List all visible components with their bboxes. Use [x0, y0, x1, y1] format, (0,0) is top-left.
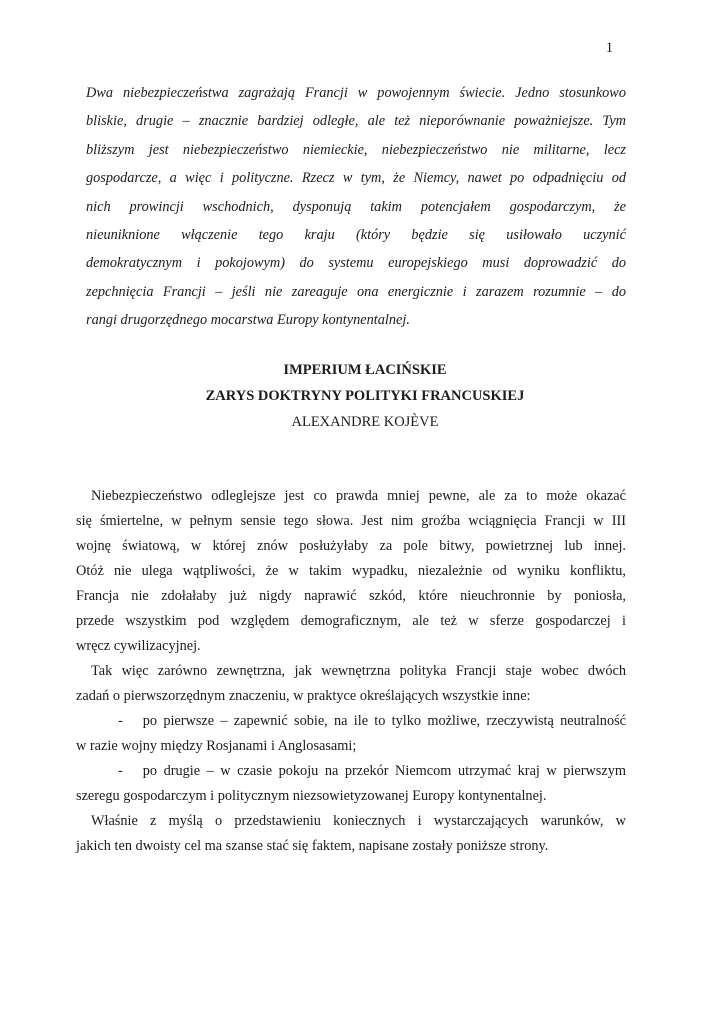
text-line: zepchnięcia Francji – jeśli nie zareaguje ona energicznie i zarazem rozumnie – do [86, 283, 626, 300]
epigraph-paragraph [86, 79, 626, 335]
text-line: szeregu gospodarczym i politycznym niezsowietyzowanej Europy kontynentalnej. [76, 787, 547, 804]
text-line: zadań o pierwszorzędnym znaczeniu, w praktyce określających wszystkie inne: [76, 687, 531, 704]
text-line: rangi drugorzędnego mocarstwa Europy kontynentalnej. [86, 312, 410, 329]
text-line: w razie wojny między Rosjanami i Anglosasami; [76, 737, 357, 754]
text-line: - po drugie – w czasie pokoju na przekór Niemcom utrzymać kraj w pierwszym [118, 762, 626, 779]
text-line: nieuniknione włączenie tego kraju (który będzie się usiłowało uczynić [86, 227, 626, 244]
text-line: gospodarcze, a więc i polityczne. Rzecz w tym, że Niemcy, nawet po odpadnięciu od [86, 170, 626, 187]
text-line: bliskie, drugie – znacznie bardziej odległe, ale też nieporównanie poważniejsze. Tym [86, 113, 626, 130]
page-content [76, 0, 626, 859]
list-item [76, 759, 626, 809]
document-author: ALEXANDRE KOJÈVE [291, 413, 439, 430]
document-subtitle: ZARYS DOKTRYNY POLITYKI FRANCUSKIEJ [205, 387, 525, 404]
body-paragraph [76, 484, 626, 659]
text-line: Dwa niebezpieczeństwa zagrażają Francji w powojennym świecie. Jedno stosunkowo [86, 85, 626, 101]
text-line: Francja nie zdołałaby już nigdy naprawić szkód, które nieuchronnie by poniosła, [76, 587, 626, 604]
text-line: wojnę światową, w której znów posłużyłaby za pole bitwy, powietrznej lub innej. [76, 537, 626, 554]
text-line: Tak więc zarówno zewnętrzna, jak wewnętrzna polityka Francji staje wobec dwóch [91, 662, 626, 679]
text-line: demokratycznym i pokojowym) do systemu europejskiego musi doprowadzić do [86, 255, 626, 272]
title-block [90, 357, 640, 435]
document-title: IMPERIUM ŁACIŃSKIE [283, 361, 447, 378]
text-line: nich prowincji wschodnich, dysponują takim potencjałem gospodarczym, że [86, 198, 626, 215]
text-line: wręcz cywilizacyjnej. [76, 637, 201, 654]
list-item [76, 709, 626, 759]
text-line: jakich ten dwoisty cel ma szanse stać się faktem, napisane zostały poniższe strony. [76, 837, 549, 854]
text-line: Otóż nie ulega wątpliwości, że w takim wypadku, niezależnie od wyniku konfliktu, [76, 562, 626, 579]
text-line: Właśnie z myślą o przedstawieniu koniecznych i wystarczających warunków, w [91, 812, 626, 829]
page-number: 1 [605, 40, 613, 56]
text-line: się śmiertelne, w pełnym sensie tego słowa. Jest nim groźba wciągnięcia Francji w III [76, 512, 626, 529]
text-line: - po pierwsze – zapewnić sobie, na ile to tylko możliwe, rzeczywistą neutralność [118, 712, 626, 729]
body-paragraph [76, 809, 626, 859]
body-text [76, 484, 626, 859]
text-line: bliższym jest niebezpieczeństwo niemieckie, niebezpieczeństwo nie militarne, lecz [86, 141, 626, 158]
text-line: przede wszystkim pod względem demograficznym, ale też w sferze gospodarczej i [76, 612, 626, 629]
text-line: Niebezpieczeństwo odleglejsze jest co prawda mniej pewne, ale za to może okazać [91, 487, 626, 504]
body-paragraph [76, 659, 626, 709]
